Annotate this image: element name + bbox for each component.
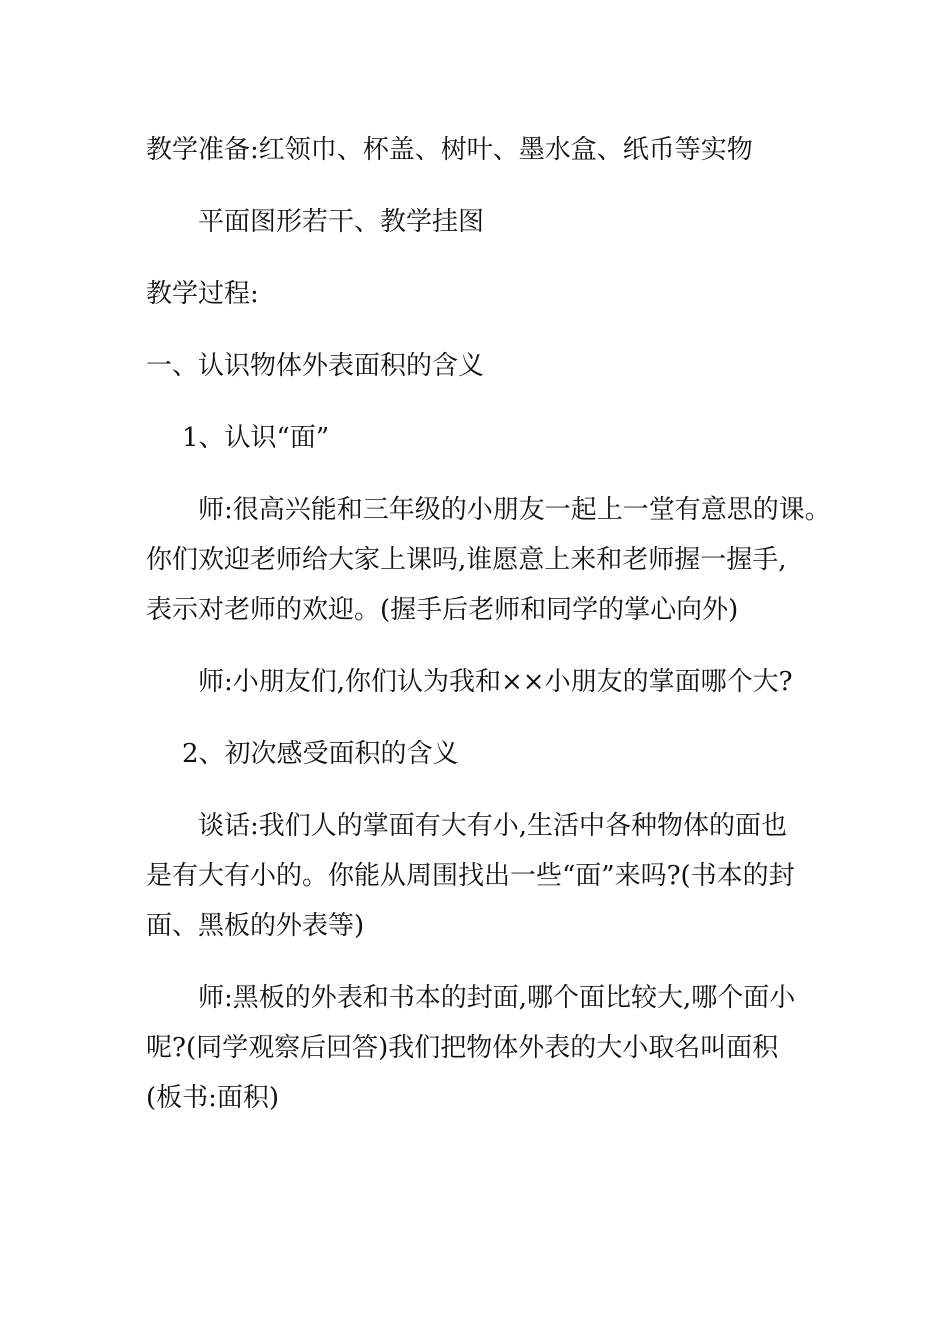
process-heading: 教学过程:	[146, 279, 259, 309]
subsection-1-heading: 1、认识“面”	[182, 423, 330, 453]
paragraph-3-line-3: 面、黑板的外表等)	[146, 911, 365, 941]
subsection-2-heading: 2、初次感受面积的含义	[182, 739, 459, 769]
paragraph-4-line-1: 师:黑板的外表和书本的封面,哪个面比较大,哪个面小	[198, 983, 796, 1013]
prep-line-1: 教学准备:红领巾、杯盖、树叶、墨水盒、纸币等实物	[146, 135, 753, 165]
section-1-heading: 一、认识物体外表面积的含义	[146, 351, 485, 381]
paragraph-1-line-2: 你们欢迎老师给大家上课吗,谁愿意上来和老师握一握手,	[146, 545, 787, 575]
paragraph-1-line-3: 表示对老师的欢迎。(握手后老师和同学的掌心向外)	[146, 595, 739, 625]
prep-line-2: 平面图形若干、教学挂图	[198, 207, 485, 237]
paragraph-1-line-1: 师:很高兴能和三年级的小朋友一起上一堂有意思的课。	[198, 495, 831, 525]
paragraph-3-line-1: 谈话:我们人的掌面有大有小,生活中各种物体的面也	[198, 811, 788, 841]
paragraph-4-line-2: 呢?(同学观察后回答)我们把物体外表的大小取名叫面积	[146, 1033, 779, 1063]
paragraph-4-line-3: (板书:面积)	[146, 1083, 280, 1113]
paragraph-3-line-2: 是有大有小的。你能从周围找出一些“面”来吗?(书本的封	[146, 861, 795, 891]
paragraph-2-line-1: 师:小朋友们,你们认为我和××小朋友的掌面哪个大?	[198, 667, 793, 697]
